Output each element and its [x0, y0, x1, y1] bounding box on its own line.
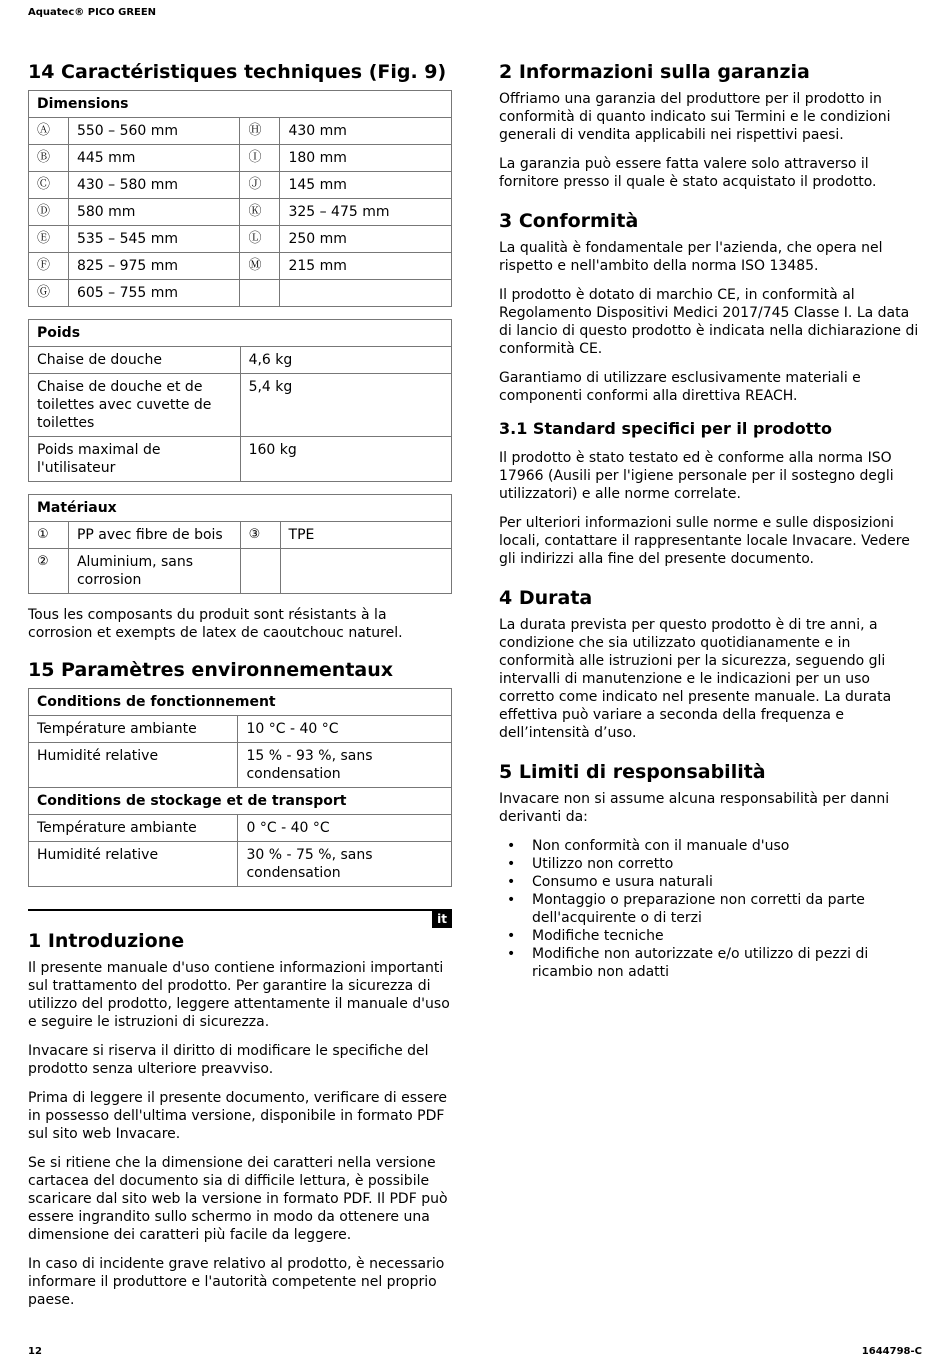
- materials-table: [28, 494, 452, 594]
- paragraph: La qualità è fondamentale per l'azienda, che opera nel rispetto e nell'ambito della norma ISO 13485.: [499, 240, 883, 274]
- paragraph: Il prodotto è dotato di marchio CE, in conformità al Regolamento Dispositivi Medici 2017/745 Classe I. La data di lancio di questo prodotto è indicata nella dichiarazione di conformità CE.: [499, 287, 919, 357]
- section-3-1-title: 3.1 Standard specifici per il prodotto: [499, 419, 833, 438]
- weight-table: [28, 319, 452, 482]
- table-row: Ⓑ 445 mm Ⓘ 180 mm: [29, 145, 452, 172]
- list-item: • Modifiche tecniche: [505, 927, 923, 945]
- table-row: Humidité relative 15 % - 93 %, sans condensation: [29, 743, 452, 788]
- language-badge: it: [432, 911, 452, 928]
- table-row: Ⓐ 550 – 560 mm Ⓗ 430 mm: [29, 118, 452, 145]
- table-row: Chaise de douche et de toilettes avec cuvette de toilettes 5,4 kg: [29, 374, 452, 437]
- section-3-title: 3 Conformità: [499, 210, 639, 232]
- table-row: Ⓖ 605 – 755 mm: [29, 280, 452, 307]
- paragraph: Invacare non si assume alcuna responsabilità per danni derivanti da:: [499, 791, 890, 825]
- table-row: Ⓓ 580 mm Ⓚ 325 – 475 mm: [29, 199, 452, 226]
- paragraph: Il prodotto è stato testato ed è conforme alla norma ISO 17966 (Ausili per l'igiene personale per il sostegno degli utilizzatori) e alle norme correlate.: [499, 450, 894, 502]
- table-row: Ⓔ 535 – 545 mm Ⓛ 250 mm: [29, 226, 452, 253]
- table-row: Poids maximal de l'utilisateur 160 kg: [29, 437, 452, 482]
- paragraph: Offriamo una garanzia del produttore per il prodotto in conformità di quanto indicato sui Termini e le condizioni generali di vendita applicabili nei rispettivi paesi.: [499, 91, 891, 143]
- section-4-title: 4 Durata: [499, 587, 593, 609]
- paragraph: Se si ritiene che la dimensione dei caratteri nella versione cartacea del documento sia di difficile lettura, è possibile scaricare dal sito web la versione in formato PDF. Il PDF può essere ingrandito sullo schermo in modo da ottenere una dimensione dei caratteri più facile da leggere.: [28, 1155, 448, 1243]
- section-15-title: 15 Paramètres environnementaux: [28, 659, 393, 681]
- document-header: Aquatec® PICO GREEN: [28, 7, 157, 18]
- section-2-title: 2 Informazioni sulla garanzia: [499, 61, 810, 83]
- section-1-title: 1 Introduzione: [28, 930, 185, 952]
- paragraph: La durata prevista per questo prodotto è di tre anni, a condizione che sia utilizzato quotidianamente e in conformità alle istruzioni per la sicurezza, seguendo gli intervalli di manutenzione e le indicazioni per un uso corretto come indicato nel presente manuale. La durata effettiva può variare a seconda della frequenza e dell’intensità d’uso.: [499, 617, 892, 741]
- dimensions-table: [28, 90, 452, 307]
- storage-conditions-title: Conditions de stockage et de transport: [29, 788, 452, 815]
- list-item: • Consumo e usura naturali: [505, 873, 923, 891]
- table-row: Ⓒ 430 – 580 mm Ⓙ 145 mm: [29, 172, 452, 199]
- paragraph: Il presente manuale d'uso contiene informazioni importanti sul trattamento del prodotto. Per garantire la sicurezza di utilizzo del prodotto, leggere attentamente il manuale d'uso e seguire le istruzioni di sicurezza.: [28, 960, 450, 1030]
- weight-title: Poids: [29, 320, 452, 347]
- table-row: Chaise de douche 4,6 kg: [29, 347, 452, 374]
- environment-table: [28, 688, 452, 887]
- document-code: 1644798-C: [861, 1346, 922, 1357]
- table-row: ① PP avec fibre de bois ③ TPE: [29, 522, 452, 549]
- list-item: • Utilizzo non corretto: [505, 855, 923, 873]
- table-row: Humidité relative 30 % - 75 %, sans condensation: [29, 842, 452, 887]
- operating-conditions-title: Conditions de fonctionnement: [29, 689, 452, 716]
- list-item: • Montaggio o preparazione non corretti da parte dell'acquirente o di terzi: [505, 891, 923, 927]
- table-row: Ⓕ 825 – 975 mm Ⓜ 215 mm: [29, 253, 452, 280]
- section-14-title: 14 Caractéristiques techniques (Fig. 9): [28, 61, 447, 83]
- liability-list: [505, 837, 923, 981]
- materials-title: Matériaux: [29, 495, 452, 522]
- page-number: 12: [28, 1346, 42, 1357]
- paragraph: La garanzia può essere fatta valere solo attraverso il fornitore presso il quale è stato acquistato il prodotto.: [499, 156, 877, 190]
- paragraph: Invacare si riserva il diritto di modificare le specifiche del prodotto senza ulteriore preavviso.: [28, 1043, 429, 1077]
- section-5-title: 5 Limiti di responsabilità: [499, 761, 766, 783]
- paragraph: Per ulteriori informazioni sulle norme e sulle disposizioni locali, contattare il rappresentante locale Invacare. Vedere gli indirizzi alla fine del presente documento.: [499, 515, 910, 567]
- left-column: [28, 60, 452, 1320]
- list-item: • Non conformità con il manuale d'uso: [505, 837, 923, 855]
- table-row: ② Aluminium, sans corrosion: [29, 549, 452, 594]
- language-divider: [28, 909, 452, 929]
- table-row: Température ambiante 0 °C - 40 °C: [29, 815, 452, 842]
- paragraph: Garantiamo di utilizzare esclusivamente materiali e componenti conformi alla direttiva REACH.: [499, 370, 861, 404]
- dimensions-title: Dimensions: [29, 91, 452, 118]
- list-item: • Modifiche non autorizzate e/o utilizzo di pezzi di ricambio non adatti: [505, 945, 923, 981]
- right-column: [499, 60, 923, 981]
- materials-note: Tous les composants du produit sont résistants à la corrosion et exempts de latex de caoutchouc naturel.: [28, 607, 403, 641]
- paragraph: In caso di incidente grave relativo al prodotto, è necessario informare il produttore e l'autorità competente nel proprio paese.: [28, 1256, 445, 1308]
- paragraph: Prima di leggere il presente documento, verificare di essere in possesso dell'ultima versione, disponibile in formato PDF sul sito web Invacare.: [28, 1090, 448, 1142]
- table-row: Température ambiante 10 °C - 40 °C: [29, 716, 452, 743]
